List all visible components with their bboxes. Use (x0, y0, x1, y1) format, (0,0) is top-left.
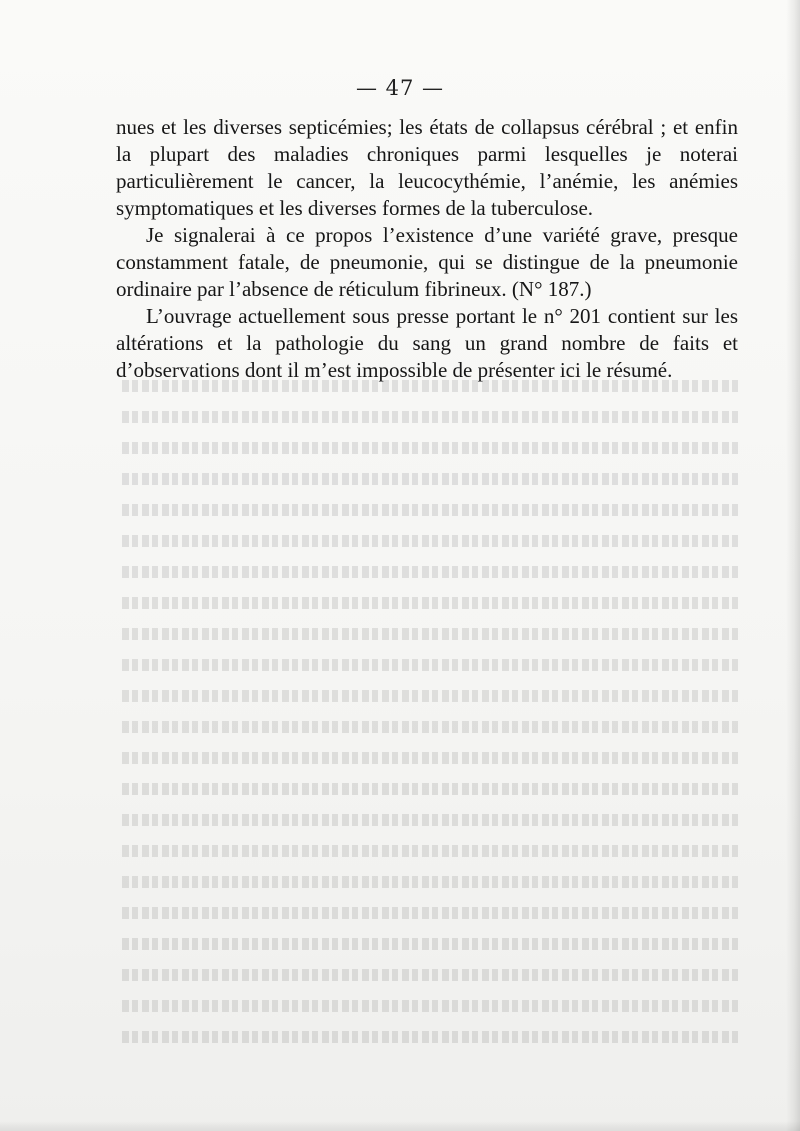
page-number: — 47 — (355, 76, 445, 100)
reverse-side-show-through (118, 370, 738, 1070)
page-bottom-shadow (0, 1121, 800, 1131)
paragraph: nues et les diverses septicémies; les états de collapsus cérébral ; et enfin la plupart des maladies chroniques parmi lesquelles je noterai particulièrement le cancer, la leucocythémie, l’anémie, les anémies symptomatiques et les diverses formes de la tuberculose. (116, 115, 738, 220)
paragraph: Je signalerai à ce propos l’existence d’une variété grave, presque constamment fatale, de pneumonie, qui se distingue de la pneumonie ordinaire par l’absence de réticulum fibrineux. (N° 187.) (116, 223, 738, 301)
paragraph: L’ouvrage actuellement sous presse portant le n° 201 contient sur les altérations et la pathologie du sang un grand nombre de faits et d’observations dont il m’est impossible de présenter ici le résumé. (116, 304, 738, 382)
body-text (116, 114, 738, 384)
page-edge-shadow (786, 0, 800, 1131)
